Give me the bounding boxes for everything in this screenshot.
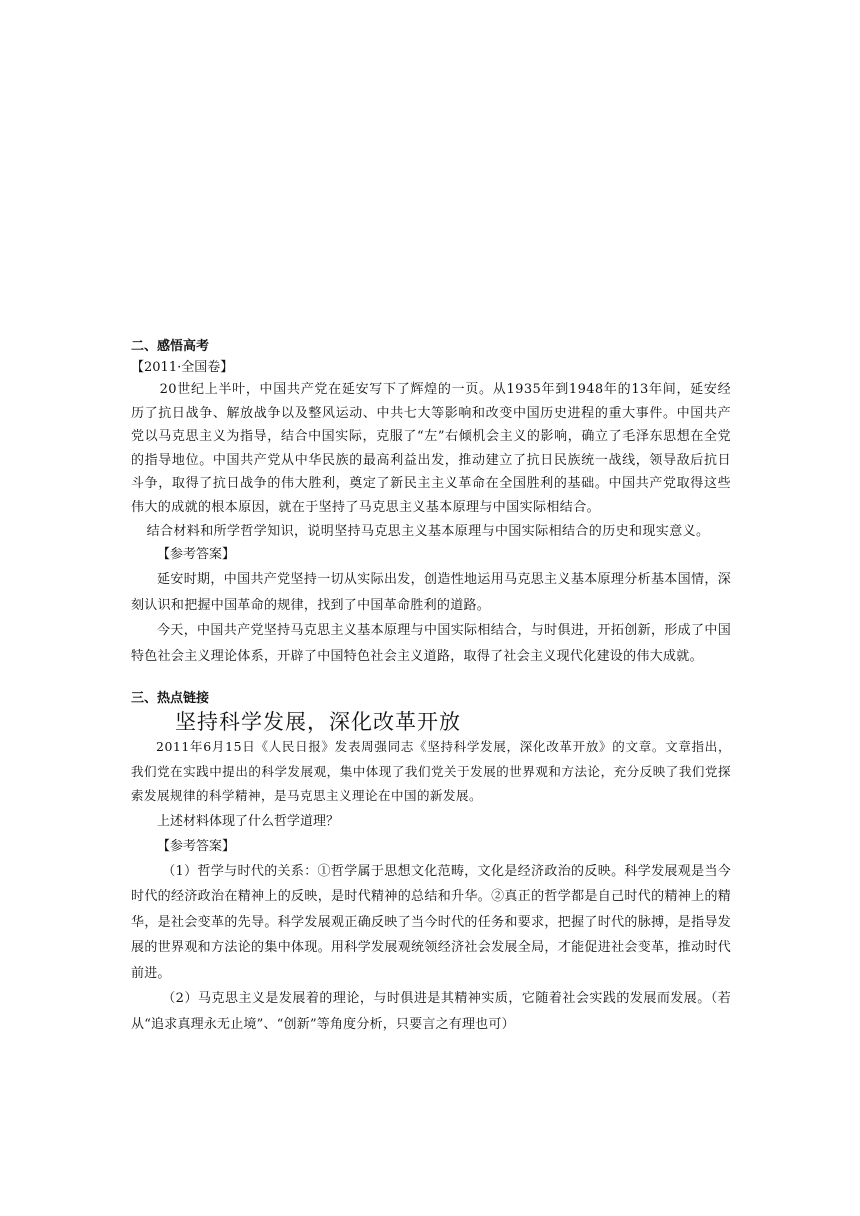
hotlink-answer-2: （2）马克思主义是发展着的理论，与时俱进是其精神实质，它随着社会实践的发展而发展。（若从“追求真理永无止境”、“创新”等角度分析，只要言之有理也可） xyxy=(131,991,731,1032)
document-content xyxy=(131,337,731,1037)
article-headline: 坚持科学发展，深化改革开放 xyxy=(175,710,461,735)
section-spacer xyxy=(131,669,731,689)
section-heading-hotlink: 三、热点链接 xyxy=(131,691,210,707)
answer-label: 【参考答案】 xyxy=(157,547,236,563)
hotlink-question: 上述材料体现了什么哲学道理？ xyxy=(157,813,340,829)
answer-paragraph-2: 今天，中国共产党坚持马克思主义基本原理与中国实际相结合，与时俱进，开拓创新，形成了中国特色社会主义理论体系，开辟了中国特色社会主义道路，取得了社会主义现代化建设的伟大成就。 xyxy=(131,623,731,664)
exam-passage: 20世纪上半叶，中国共产党在延安写下了辉煌的一页。从1935年到1948年的13年间，延安经历了抗日战争、解放战争以及整风运动、中共七大等影响和改变中国历史进程的重大事件。中国共产党以马克思主义为指导，结合中国实际，克服了“左”右倾机会主义的影响，确立了毛泽东思想在全党的指导地位。中国共产党从中华民族的最高利益出发，推动建立了抗日民族统一战线，领导敌后抗日斗争，取得了抗日战争的伟大胜利，奠定了新民主主义革命在全国胜利的基础。中国共产党取得这些伟大的成就的根本原因，就在于坚持了马克思主义基本原理与中国实际相结合。 xyxy=(131,382,731,515)
exam-question: 结合材料和所学哲学知识，说明坚持马克思主义基本原理与中国实际相结合的历史和现实意义。 xyxy=(146,523,710,539)
section-heading-gaokao: 二、感悟高考 xyxy=(131,339,210,354)
hotlink-answer-1: （1）哲学与时代的关系：①哲学属于思想文化范畴，文化是经济政治的反映。科学发展观是当今时代的经济政治在精神上的反映，是时代精神的总结和升华。②真正的哲学都是自己时代的精神上的精华，是社会变革的先导。科学发展观正确反映了当今时代的任务和要求，把握了时代的脉搏，是指导发展的世界观和方法论的集中体现。用科学发展观统领经济社会发展全局，才能促进社会变革，推动时代前进。 xyxy=(131,863,731,981)
hotlink-answer-label: 【参考答案】 xyxy=(157,838,236,854)
exam-source-label: 【2011·全国卷】 xyxy=(131,360,234,375)
hotlink-passage: 2011年6月15日《人民日报》发表周强同志《坚持科学发展，深化改革开放》的文章。文章指出，我们党在实践中提出的科学发展观，集中体现了我们党关于发展的世界观和方法论，充分反映了我们党探索发展规律的科学精神，是马克思主义理论在中国的新发展。 xyxy=(131,739,731,804)
answer-paragraph-1: 延安时期，中国共产党坚持一切从实际出发，创造性地运用马克思主义基本原理分析基本国情，深刻认识和把握中国革命的规律，找到了中国革命胜利的道路。 xyxy=(131,572,731,613)
